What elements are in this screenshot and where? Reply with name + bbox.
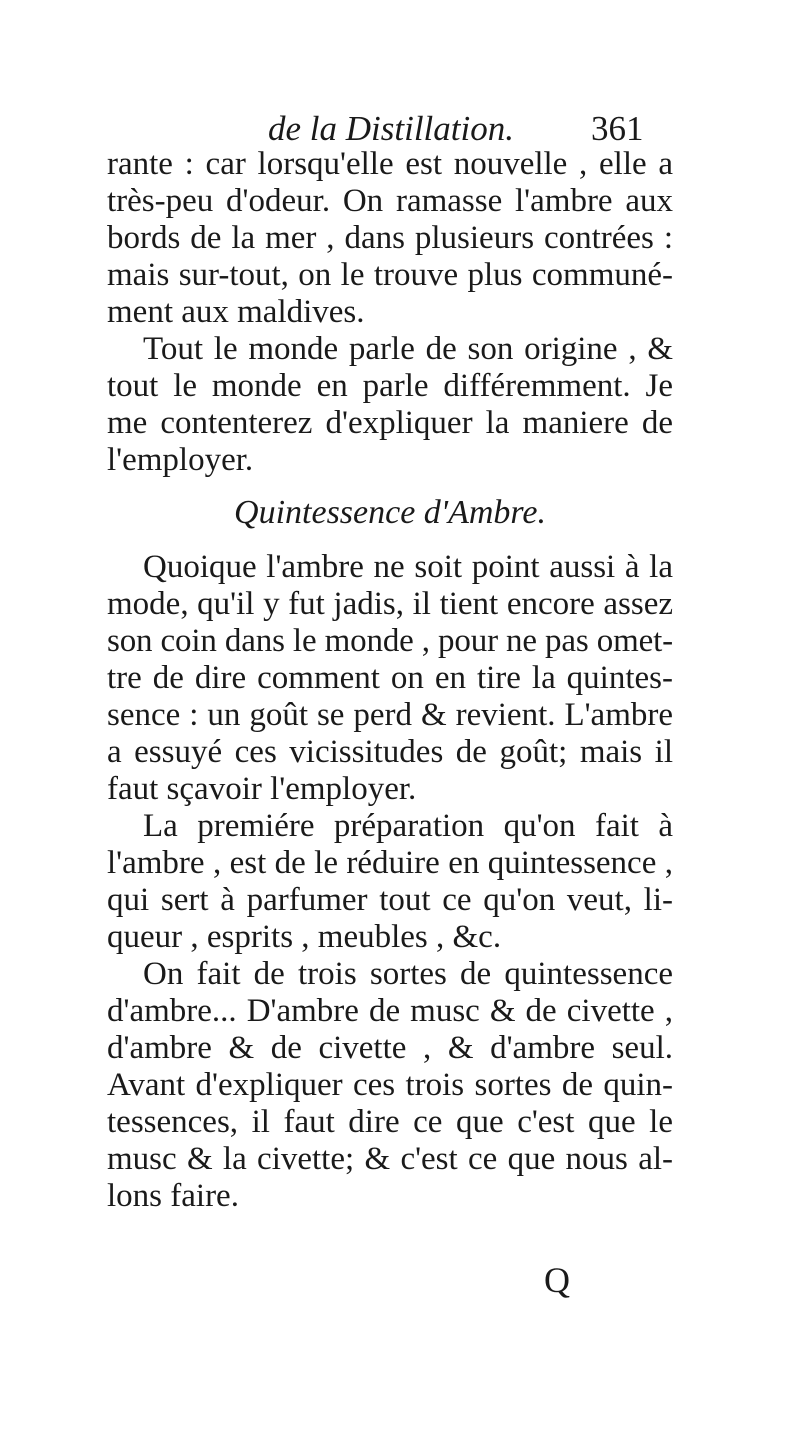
paragraph-preparation — [107, 808, 673, 956]
text-line: sence : un goût se perd & revient. L'ambre — [107, 697, 673, 733]
text-line: tout le monde en parle différemment. Je — [107, 368, 673, 404]
text-line: d'ambre... D'ambre de musc & de civette , — [107, 993, 673, 1029]
paragraph-origin — [107, 331, 673, 479]
section-heading: Quintessence d'Ambre. — [234, 494, 546, 531]
text-line: faut sçavoir l'employer. — [107, 771, 417, 807]
text-line: bords de la mer , dans plusieurs contrées : — [107, 220, 673, 256]
text-line: tessences, il faut dire ce que c'est que le — [107, 1104, 673, 1140]
text-line: tre de dire comment on en tire la quintes- — [107, 660, 673, 696]
text-line: ment aux maldives. — [107, 294, 365, 330]
text-line: Avant d'expliquer ces trois sortes de quin- — [107, 1067, 673, 1103]
text-line: l'ambre , est de le réduire en quintessence , — [107, 845, 673, 881]
text-line: rante : car lorsqu'elle est nouvelle , elle a — [107, 146, 673, 182]
text-line: me contenterez d'expliquer la maniere de — [107, 405, 673, 441]
text-line: Tout le monde parle de son origine , & — [143, 331, 673, 367]
text-line: d'ambre & de civette , & d'ambre seul. — [107, 1030, 673, 1066]
signature-mark: Q — [544, 1260, 570, 1300]
text-line: On fait de trois sortes de quintessence — [143, 956, 673, 992]
text-line: Quoique l'ambre ne soit point aussi à la — [143, 549, 673, 585]
paragraph-fashion — [107, 549, 673, 808]
text-line: mais sur-tout, on le trouve plus communé- — [107, 257, 673, 293]
text-line: mode, qu'il y fut jadis, il tient encore assez — [107, 586, 673, 622]
body-text — [107, 146, 673, 1215]
text-line: La premiére préparation qu'on fait à — [143, 808, 673, 844]
text-line: qui sert à parfumer tout ce qu'on veut, li- — [107, 882, 673, 918]
paragraph-continuation — [107, 146, 673, 331]
text-line: lons faire. — [107, 1178, 239, 1214]
paragraph-three-kinds — [107, 956, 673, 1215]
text-line: musc & la civette; & c'est ce que nous al- — [107, 1141, 673, 1177]
text-line: son coin dans le monde , pour ne pas omet- — [107, 623, 673, 659]
text-line: queur , esprits , meubles , &c. — [107, 919, 502, 955]
text-line: a essuyé ces vicissitudes de goût; mais il — [107, 734, 673, 770]
running-title: de la Distillation. — [268, 109, 514, 148]
text-line: très-peu d'odeur. On ramasse l'ambre aux — [107, 183, 673, 219]
text-line: l'employer. — [107, 442, 254, 478]
page-number: 361 — [591, 109, 644, 148]
